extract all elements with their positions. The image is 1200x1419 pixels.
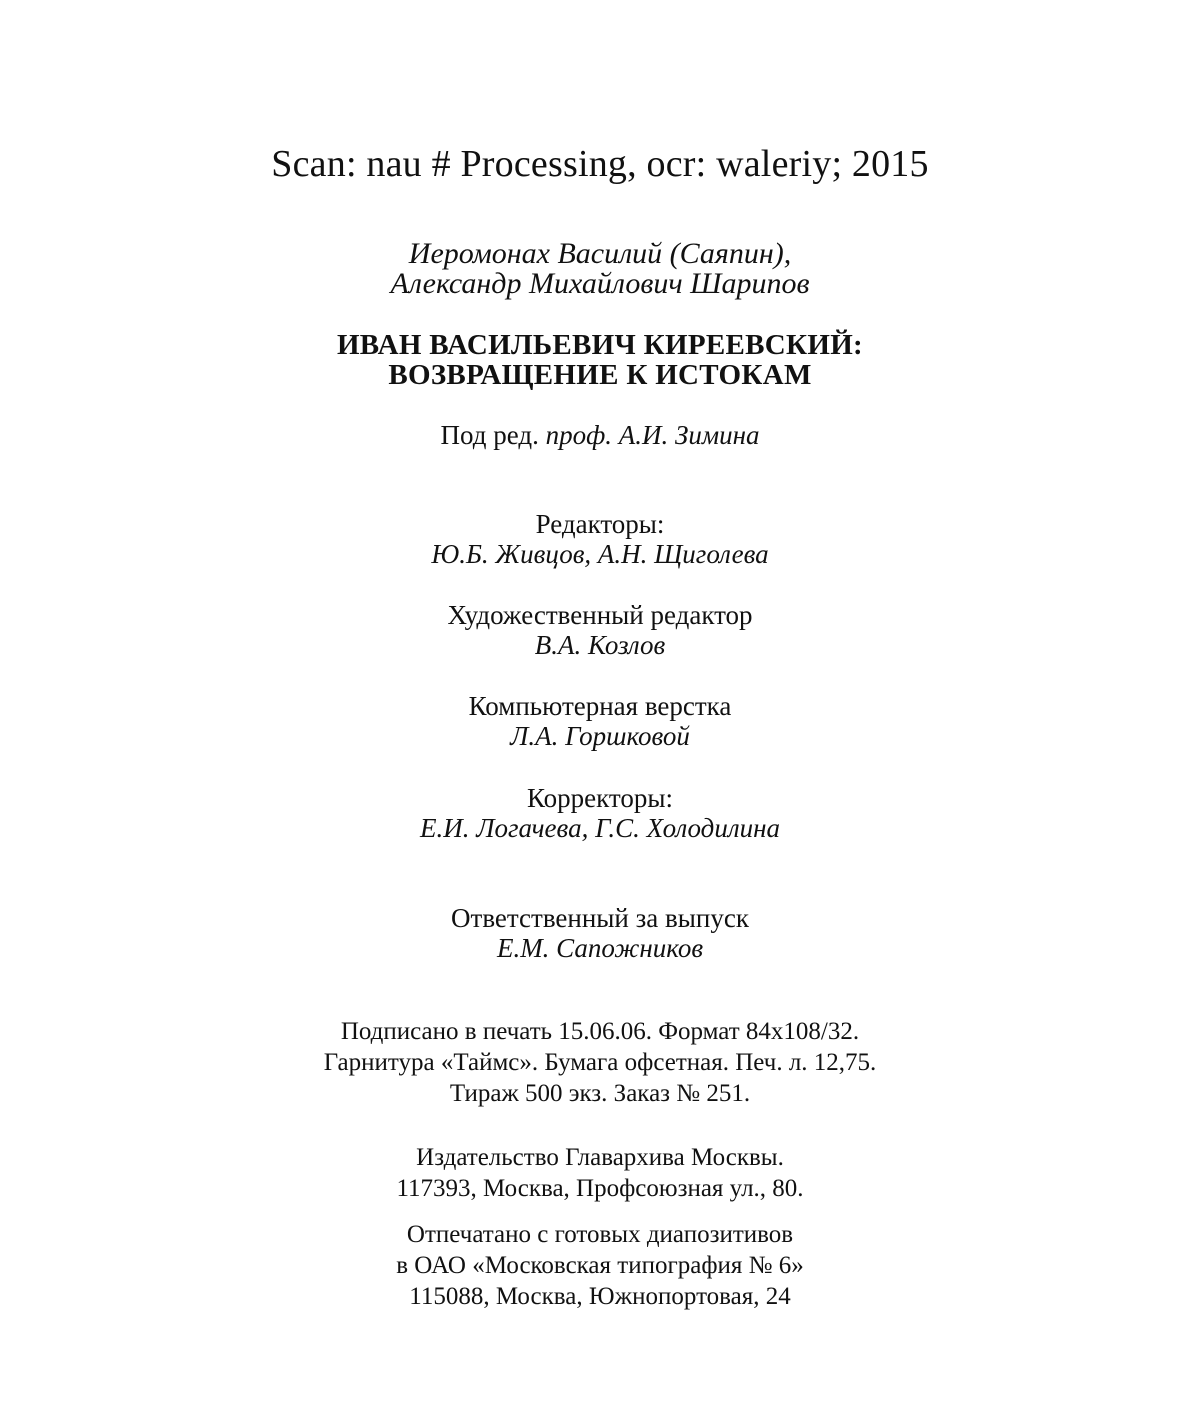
print-info-line-1: Подписано в печать 15.06.06. Формат 84x108/32. — [340, 1018, 860, 1045]
print-info-line-3: Тираж 500 экз. Заказ № 251. — [449, 1080, 751, 1107]
author-line-2: Александр Михайлович Шарипов — [390, 267, 810, 300]
layout-names: Л.А. Горшковой — [510, 721, 690, 751]
edited-by — [0, 422, 1200, 449]
printer-line-3: 115088, Москва, Южнопортовая, 24 — [409, 1283, 791, 1310]
editors-role: Редакторы: — [535, 509, 665, 539]
author-line-1: Иеромонах Василий (Саяпин), — [408, 237, 792, 270]
editors-names: Ю.Б. Живцов, А.Н. Щиголева — [431, 539, 769, 569]
proofreaders-names: Е.И. Логачева, Г.С. Холодилина — [419, 813, 781, 843]
scan-credit-line: Scan: nau # Processing, ocr: waleriy; 2015 — [271, 143, 929, 185]
proofreaders-role: Корректоры: — [527, 783, 673, 813]
edited-by-prefix: Под ред. — [440, 420, 539, 450]
book-title-line-1: ИВАН ВАСИЛЬЕВИЧ КИРЕЕВСКИЙ: — [336, 329, 864, 361]
responsible-names: Е.М. Сапожников — [496, 933, 704, 963]
book-title-line-2: ВОЗВРАЩЕНИЕ К ИСТОКАМ — [388, 359, 812, 391]
layout-role: Компьютерная верстка — [468, 691, 732, 721]
responsible-role: Ответственный за выпуск — [451, 903, 749, 933]
printer-line-2: в ОАО «Московская типография № 6» — [396, 1252, 804, 1279]
edited-by-name: проф. А.И. Зимина — [545, 420, 760, 450]
print-info-line-2: Гарнитура «Таймс». Бумага офсетная. Печ. л. 12,75. — [323, 1049, 877, 1076]
art-editor-names: В.А. Козлов — [534, 630, 666, 660]
publisher-line-1: Издательство Главархива Москвы. — [416, 1144, 784, 1171]
printer-line-1: Отпечатано с готовых диапозитивов — [406, 1221, 794, 1248]
art-editor-role: Художественный редактор — [447, 600, 753, 630]
publisher-line-2: 117393, Москва, Профсоюзная ул., 80. — [396, 1175, 804, 1202]
